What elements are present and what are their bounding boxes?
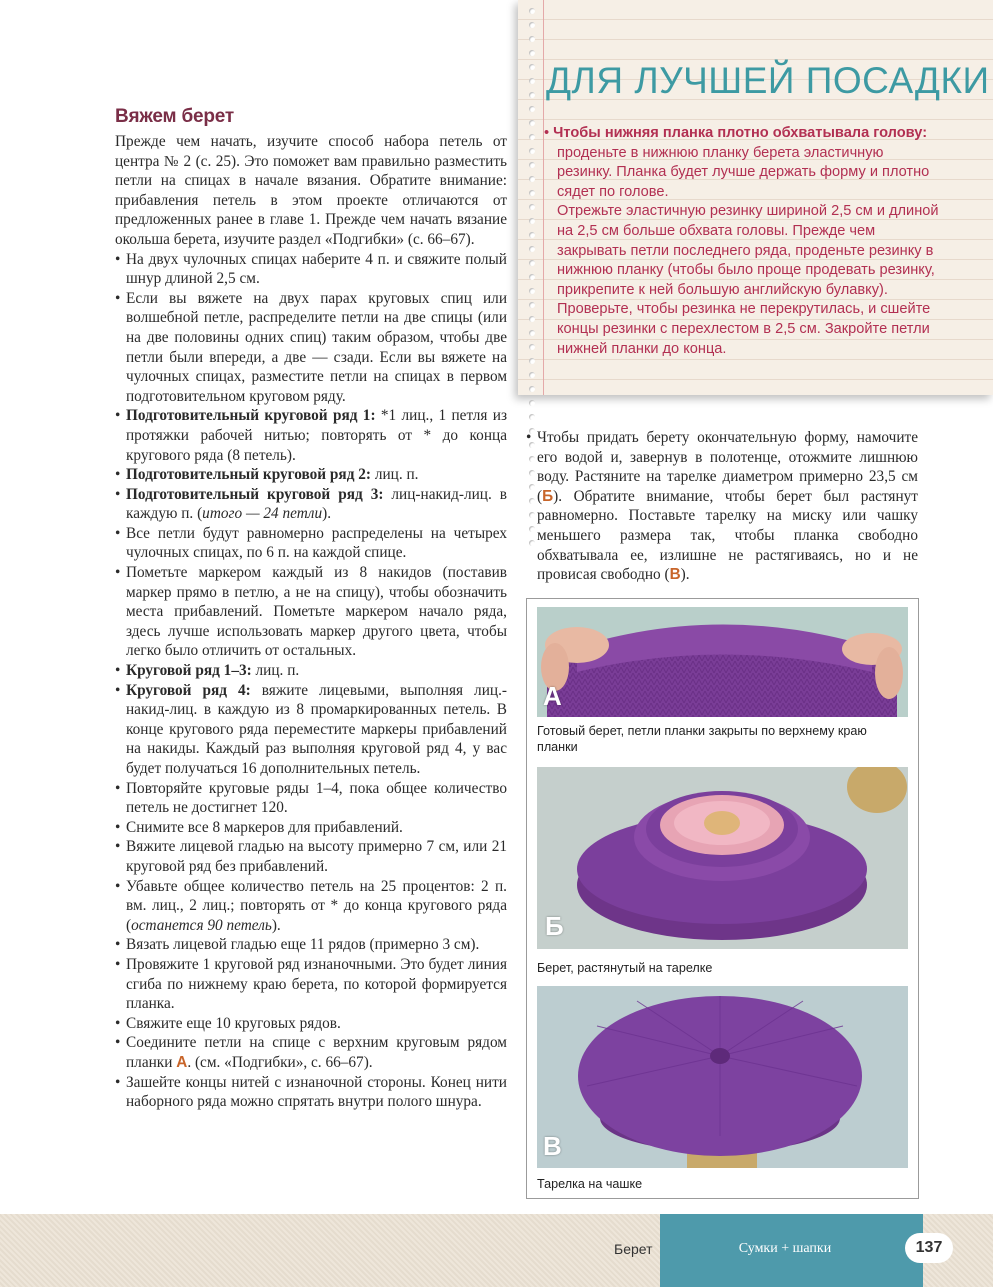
list-item: • Свяжите еще 10 круговых рядов. xyxy=(115,1014,507,1034)
list-item: • Убавьте общее количество петель на 25 процентов: 2 п. вм. лиц., 2 лиц.; повторять от * до конца кругового ряда (останется 90 петель). xyxy=(115,877,507,936)
photo-beret-on-plate xyxy=(537,767,908,949)
list-item: • Вязать лицевой гладью еще 11 рядов (примерно 3 см). xyxy=(115,935,507,955)
footer-chapter-label: Берет xyxy=(614,1241,653,1257)
list-item: • Круговой ряд 4: вяжите лицевыми, выполняя лиц.-накид-лиц. в каждую из 8 промаркированных петель. В конце кругового ряда переместите маркеры прибавлений на накиды. Каждый раз выполняя круговой ряд 4, у вас будет получаться 16 дополнительных петель. xyxy=(115,681,507,779)
beret-band-illustration xyxy=(537,607,908,717)
beret-plate-illustration xyxy=(537,767,908,949)
intro-paragraph: Прежде чем начать, изучите способ набора петель от центра № 2 (с. 25). Это поможет вам правильно разместить петли на спицах в начале вязания. Обратите внимание: прибавления петель в этом проекте отличаются от предложенных ранее в главе 1. Прежде чем начать вязание окольша берета, изучите раздел «Подгибки» (с. 66–67). xyxy=(115,133,507,248)
list-item: • Снимите все 8 маркеров для прибавлений. xyxy=(115,818,507,838)
list-item: • Все петли будут равномерно распределены на четырех чулочных спицах, по 6 п. на каждой спице. xyxy=(115,524,507,563)
list-item: • Подготовительный круговой ряд 3: лиц-накид-лиц. в каждую п. (итого — 24 петли). xyxy=(115,485,507,524)
list-item: • Чтобы придать берету окончательную форму, намочите его водой и, завернув в полотенце, отожмите лишнюю воду. Растяните на тарелке диаметром примерно 23,5 см (Б). Обратите внимание, чтобы берет был растянут равномерно. Поставьте тарелку на миску или чашку меньшего размера так, чтобы планка свободно обхватывала ее, излишне не растягиваясь, но и не провисая свободно (В). xyxy=(526,428,918,585)
tip-paragraph: Отрежьте эластичную резинку шириной 2,5 см и длиной на 2,5 см больше обхвата головы. Прежде чем закрывать петли последнего ряда, проденьте резинку в нижнюю планку (чтобы было проще продевать резинку, прикрепите к ней большую английскую булавку). Проверьте, чтобы резинка не перекрутилась, и сшейте концы резинки с перехлестом в 2,5 см. Закройте петли нижней планки до конца. xyxy=(557,203,939,357)
tip-lead: • Чтобы нижняя планка плотно обхватывала голову: xyxy=(544,125,928,141)
list-item: • На двух чулочных спицах наберите 4 п. и свяжите полый шнур длиной 2,5 см. xyxy=(115,250,507,289)
footer-section-title: Сумки + шапки xyxy=(738,1241,832,1256)
section-heading: Вяжем берет xyxy=(115,106,235,127)
list-item: • Пометьте маркером каждый из 8 накидов (поставив маркер прямо в петлю, а не на спицу), чтобы обозначить места прибавлений. Пометьте маркером начало ряда, здесь лучше использовать маркер другого цвета, чтобы легко было отличить от остальных. xyxy=(115,563,507,661)
photo-caption-b: Берет, растянутый на тарелке xyxy=(537,961,713,975)
tip-text xyxy=(544,124,942,359)
page-number: 137 xyxy=(905,1233,953,1263)
list-item: • Соедините петли на спице с верхним круговым рядом планки А. (см. «Подгибки», с. 66–67). xyxy=(115,1033,507,1072)
photo-caption-a: Готовый берет, петли планки закрыты по верхнему краю планки xyxy=(537,724,867,754)
list-item: • Зашейте концы нитей с изнаночной стороны. Конец нити наборного ряда можно спрятать внутри полого шнура. xyxy=(115,1073,507,1112)
beret-dome-illustration xyxy=(537,986,908,1168)
list-item: • Подготовительный круговой ряд 2: лиц. п. xyxy=(115,465,507,485)
photo-label-a: А xyxy=(543,681,562,711)
photo-caption-c: Тарелка на чашке xyxy=(537,1177,643,1191)
photo-finished-beret xyxy=(537,607,908,717)
photo-label-b: Б xyxy=(545,911,564,941)
list-item: • Вяжите лицевой гладью на высоту примерно 7 см, или 21 круговой ряд без прибавлений. xyxy=(115,837,507,876)
tip-title: ДЛЯ ЛУЧШЕЙ ПОСАДКИ xyxy=(546,60,990,101)
photo-plate-on-cup xyxy=(537,986,908,1168)
list-item: • Подготовительный круговой ряд 1: *1 лиц., 1 петля из протяжки рабочей нитью; повторять от * до конца кругового ряда (8 петель). xyxy=(115,406,507,465)
list-item: • Круговой ряд 1–3: лиц. п. xyxy=(115,661,507,681)
photo-label-c: В xyxy=(543,1131,562,1161)
list-item: • Провяжите 1 круговой ряд изнаночными. Это будет линия сгиба по нижнему краю берета, по которой формируется планка. xyxy=(115,955,507,1014)
finishing-column xyxy=(526,428,918,585)
list-item: • Повторяйте круговые ряды 1–4, пока общее количество петель не достигнет 120. xyxy=(115,779,507,818)
tip-paragraph: проденьте в нижнюю планку берета эластичную резинку. Планка будет лучше держать форму и плотно сядет по голове. xyxy=(557,144,930,200)
instructions-column xyxy=(115,106,507,1112)
list-item: • Если вы вяжете на двух парах круговых спиц или волшебной петле, распределите петли на две спицы (или на две половины одних спиц) таким образом, чтобы две петли были впереди, а две — сзади. Если вы вяжете на чулочных спицах, разместите петли на спицах в первом подготовительном круговом ряду. xyxy=(115,289,507,407)
notebook-holes xyxy=(525,0,539,395)
